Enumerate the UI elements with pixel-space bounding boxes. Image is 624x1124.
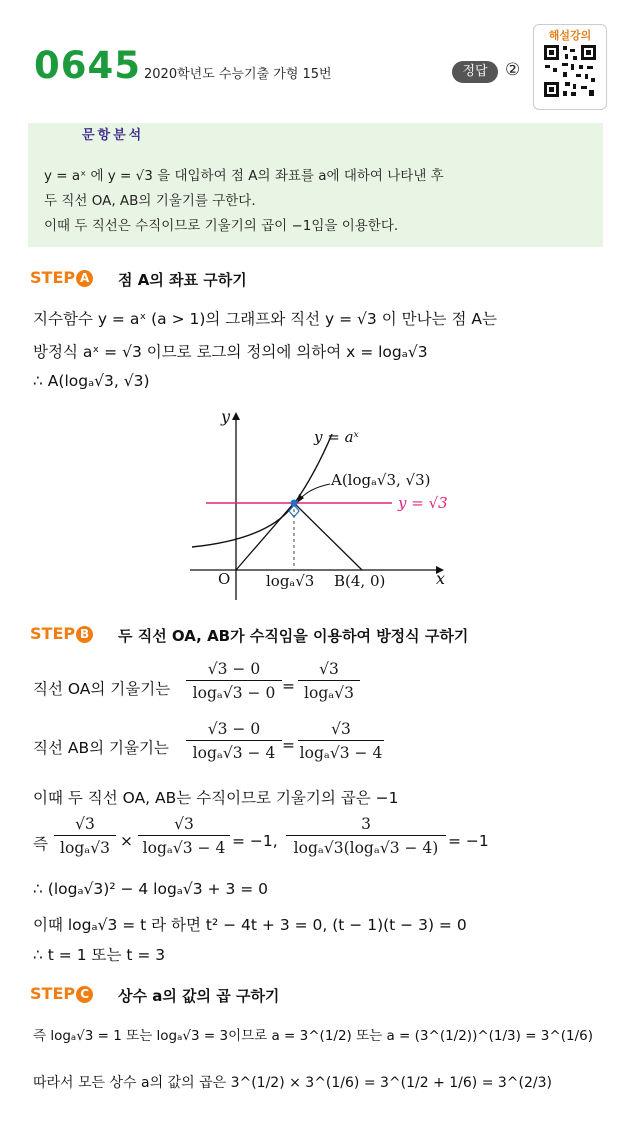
- t-result-line: ∴ t = 1 또는 t = 3: [33, 946, 166, 964]
- step-a-line-1: 지수함수 y = aˣ (a > 1)의 그래프와 직선 y = √3 이 만나는 점 A는: [33, 310, 497, 328]
- prod-num-2: √3: [138, 815, 230, 836]
- prod-den-3: logₐ√3(logₐ√3 − 4): [293, 839, 439, 857]
- label-pointer-head: [297, 494, 304, 503]
- point-a-label: A(logₐ√3, √3): [331, 471, 431, 489]
- oa-slope-fraction-1: [186, 660, 282, 702]
- qr-code-icon: [543, 44, 597, 98]
- product-fraction-2: [138, 815, 230, 857]
- ab-slope-prefix: 직선 AB의 기울기는: [33, 739, 169, 757]
- y-axis-arrow: [232, 412, 240, 420]
- exponential-graph: [180, 404, 460, 604]
- ab-slope-fraction-1: [186, 720, 282, 762]
- step-a-label: STEP: [30, 268, 76, 287]
- prod-num-3: 3: [286, 815, 446, 836]
- step-c-badge: C: [76, 986, 93, 1003]
- oa-num-1: √3 − 0: [186, 660, 282, 681]
- analysis-line-3: 이때 두 직선은 수직이므로 기울기의 곱이 −1임을 이용한다.: [44, 218, 399, 234]
- equals-minus-one: = −1,: [232, 832, 278, 850]
- step-a-title: 점 A의 좌표 구하기: [118, 271, 247, 289]
- problem-source: 2020학년도 수능기출 가형 15번: [144, 67, 332, 82]
- prod-den-2: logₐ√3 − 4: [142, 839, 226, 857]
- problem-number: 0645: [34, 44, 141, 87]
- times-sign: ×: [120, 832, 133, 850]
- ab-num-1: √3 − 0: [186, 720, 282, 741]
- step-a-badge: A: [76, 270, 93, 287]
- analysis-title: 문항분석: [82, 128, 145, 143]
- origin-label: O: [218, 570, 231, 588]
- step-b-heading: [30, 624, 93, 643]
- step-c-label: STEP: [30, 984, 76, 1003]
- step-a-line-3: ∴ A(logₐ√3, √3): [33, 372, 150, 390]
- prod-num-1: √3: [54, 815, 116, 836]
- step-b-label: STEP: [30, 624, 76, 643]
- x-tick-label: logₐ√3: [266, 572, 315, 590]
- answer-value: ②: [505, 60, 521, 80]
- lecture-qr-card[interactable]: [533, 24, 607, 110]
- point-b-label: B(4, 0): [334, 572, 386, 590]
- x-axis-label: x: [436, 569, 446, 588]
- oa-slope-fraction-2: [298, 660, 360, 702]
- oa-equals: =: [282, 677, 295, 695]
- product-fraction-3: [286, 815, 446, 857]
- step-c-line-2: 따라서 모든 상수 a의 값의 곱은 3^(1/2) × 3^(1/6) = 3^(1/2 + 1/6) = 3^(2/3): [33, 1075, 552, 1091]
- quadratic-line: ∴ (logₐ√3)² − 4 logₐ√3 + 3 = 0: [33, 880, 269, 898]
- point-a: [291, 500, 298, 507]
- substitution-line: 이때 logₐ√3 = t 라 하면 t² − 4t + 3 = 0, (t − 1)(t − 3) = 0: [33, 916, 467, 934]
- ab-slope-fraction-2: [298, 720, 384, 762]
- jeuk-label: 즉: [33, 835, 48, 853]
- line-label: y = √3: [398, 494, 448, 512]
- oa-slope-prefix: 직선 OA의 기울기는: [33, 680, 171, 698]
- analysis-line-1: y = aˣ 에 y = √3 을 대입하여 점 A의 좌표를 a에 대하여 나타낸 후: [44, 168, 444, 184]
- analysis-line-2: 두 직선 OA, AB의 기울기를 구한다.: [44, 193, 256, 209]
- equals-minus-one-2: = −1: [448, 832, 489, 850]
- oa-num-2: √3: [298, 660, 360, 681]
- step-b-badge: B: [76, 626, 93, 643]
- perpendicular-line: 이때 두 직선 OA, AB는 수직이므로 기울기의 곱은 −1: [33, 789, 399, 807]
- segment-ab: [294, 503, 362, 570]
- step-c-line-1: 즉 logₐ√3 = 1 또는 logₐ√3 = 3이므로 a = 3^(1/2) 또는 a = (3^(1/2))^(1/3) = 3^(1/6): [33, 1028, 593, 1044]
- step-a-heading: [30, 268, 93, 287]
- product-fraction-1: [54, 815, 116, 857]
- curve-label: y = aˣ: [314, 428, 359, 446]
- label-pointer-arrow: [300, 484, 330, 499]
- oa-den-1: logₐ√3 − 0: [192, 684, 276, 702]
- answer-label-badge: 정답: [452, 61, 498, 83]
- ab-den-2: logₐ√3 − 4: [299, 744, 383, 762]
- ab-num-2: √3: [298, 720, 384, 741]
- ab-equals: =: [282, 736, 295, 754]
- step-c-title: 상수 a의 값의 곱 구하기: [118, 987, 280, 1005]
- qr-label: 해설강의: [548, 29, 592, 42]
- step-a-line-2: 방정식 aˣ = √3 이므로 로그의 정의에 의하여 x = logₐ√3: [33, 343, 428, 361]
- oa-den-2: logₐ√3: [304, 684, 354, 702]
- ab-den-1: logₐ√3 − 4: [192, 744, 276, 762]
- y-axis-label: y: [221, 407, 231, 426]
- prod-den-1: logₐ√3: [60, 839, 110, 857]
- step-b-title: 두 직선 OA, AB가 수직임을 이용하여 방정식 구하기: [118, 627, 469, 645]
- step-c-heading: [30, 984, 93, 1003]
